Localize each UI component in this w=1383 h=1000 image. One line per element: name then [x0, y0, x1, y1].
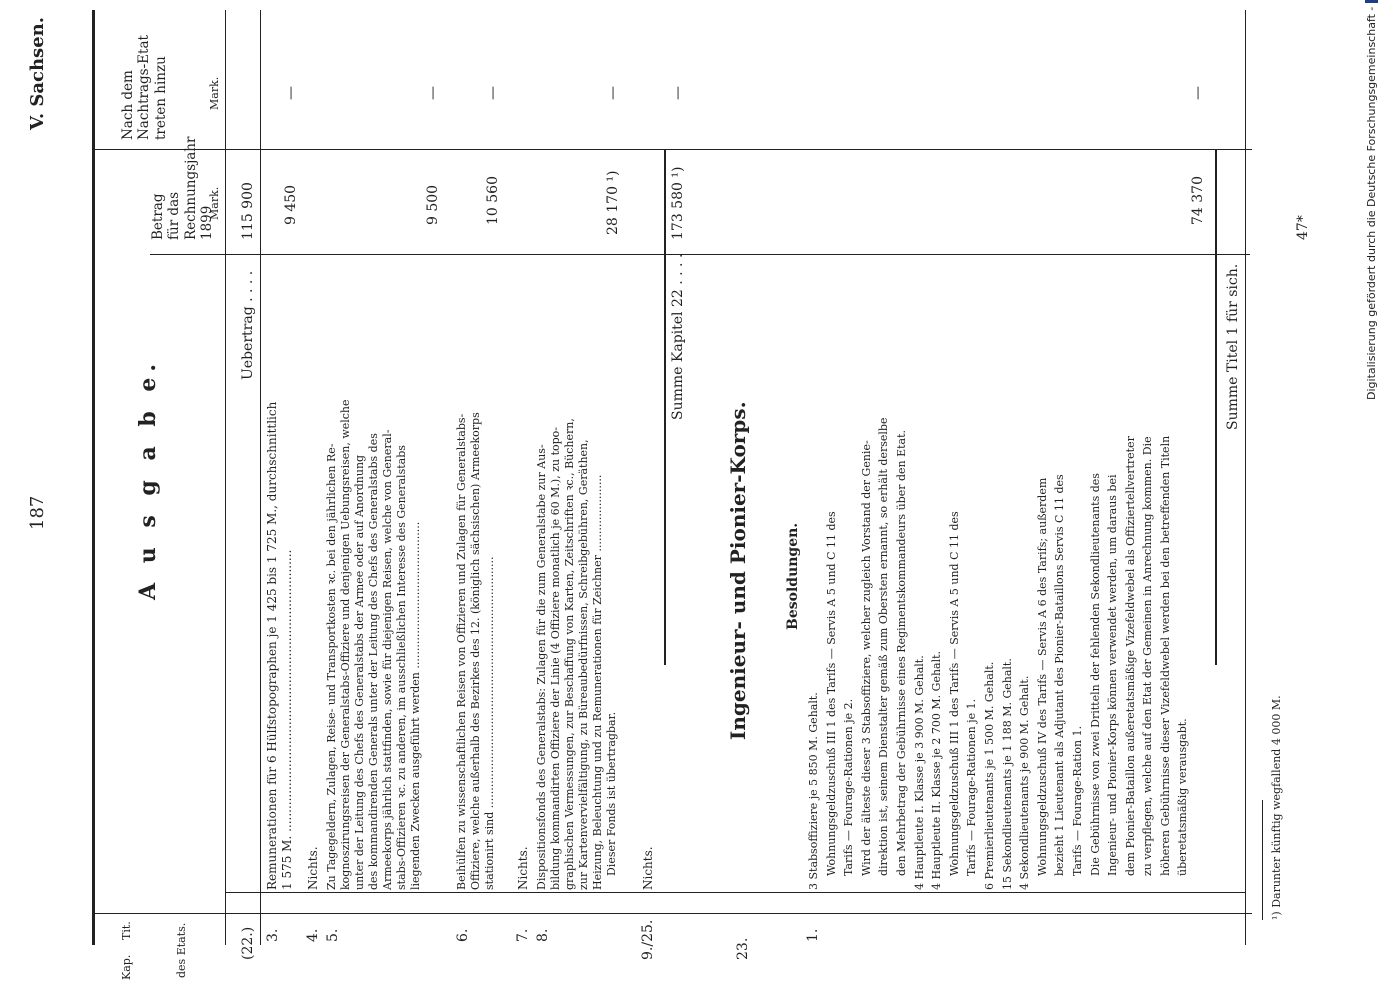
summe-kapitel-nachtrag: — [670, 86, 686, 100]
row-nachtrag: — [485, 86, 501, 100]
row-nachtrag: — [283, 86, 299, 100]
row-text: Dispositionsfonds des Generalstabs: Zulagen für die zum Generalstabe zur Aus- bildung kommandirten Offiziere der Linie (4 Offiziere monatlich je 60 M.), zu topo- graphischen Vermessungen, zur Beschaffung von Karten, Zeitschriften ꝛc., Büchern, zur Kartenvervielfältigung, zu Büreaubedürfnissen, Schreibgebühren, Geräthen, Heizung, Beleuchtung und zu Remunerationen für Zeichner ...................... Dieser Fonds ist übertragbar. [535, 418, 618, 890]
tit-23-1: 1. [805, 928, 821, 942]
row-tit: 3. [265, 928, 281, 942]
col-kap: Kap. [120, 954, 133, 980]
row-tit: 5. [325, 928, 341, 942]
col-betrag: Betrag für das Rechnungsjahr 1899 [150, 136, 216, 240]
row-text: Nichts. [641, 846, 655, 890]
row-betrag: 9 500 [425, 184, 441, 225]
row-nachtrag: — [425, 86, 441, 100]
footer-page-number: 47* [1295, 215, 1311, 240]
dfg-logo [1365, 0, 1378, 3]
col-nachtrag-unit: Mark. [208, 76, 221, 110]
row-tit: 6. [455, 928, 471, 942]
col-des-etats: des Etats. [175, 922, 188, 978]
kapitel-22: (22.) [240, 926, 256, 960]
row-text: Zu Tagegeldern, Zulagen, Reise- und Transportkosten ꝛc. bei den jährlichen Re- kognoszirungsreisen der Generalstabs-Offiziere und denjenigen Uebungsreisen, welche unter der Leitung des Chefs des Generalstabs der Armee oder auf Anordnung des kommandirenden Generals unter der Leitung des Chefs des Generalstabs des Armeekorps jährlich stattfinden, sowie für diejenigen Reisen, welche von General- stabs-Offizieren ꝛc. zu anderen, im ausschließlichen Interesse des Generalstabs liegenden Zwecken ausgeführt werden .......................................... [325, 399, 422, 890]
summe-titel: Summe Titel 1 für sich. [1225, 263, 1241, 430]
row-tit: 4. [305, 928, 321, 942]
uebertrag-label: Uebertrag . . . . [240, 270, 256, 380]
row-betrag: 9 450 [283, 184, 299, 225]
besoldungen-heading: Besoldungen. [785, 522, 801, 630]
row-betrag: 10 560 [485, 176, 501, 225]
summe-kapitel: Summe Kapitel 22 . . . . [670, 253, 686, 420]
row-tit: 9./25. [640, 919, 656, 960]
summe-kapitel-betrag: 173 580 ¹) [670, 166, 686, 240]
summe-titel-betrag: 74 370 [1190, 176, 1206, 225]
uebertrag-betrag: 115 900 [240, 182, 256, 240]
row-nachtrag: — [605, 86, 621, 100]
page-title: A u s g a b e. [135, 357, 161, 600]
header-right: V. Sachsen. [27, 16, 48, 130]
side-note-text: Digitalisierung gefördert durch die Deutsche Forschungsgemeinschaft - [1365, 6, 1378, 400]
kapitel-23-title: Ingenieur- und Pionier-Korps. [726, 401, 750, 740]
row-tit: 8. [535, 928, 551, 942]
page-number: 187 [27, 495, 48, 530]
col-nachtrag: Nach dem Nachtrags-Etat treten hinzu [120, 35, 169, 140]
dfg-side-note [1365, 0, 1378, 400]
besoldung-text: 3 Stabsoffiziere je 5 850 M. Gehalt. Wohnungsgeldzuschuß III 1 des Tarifs — Servis A 5 und C 11 des Tarifs — Fourage-Rationen je 2. Wird der älteste dieser 3 Stabsoffiziere, welcher zugleich Vorstand der Genie- direktion ist, seinem Dienstalter gemäß zum Obersten ernannt, so erhält derselbe den Mehrbetrag der Gebührnisse eines Regimentskommandeurs über den Etat. 4 Hauptleute I. Klasse je 3 900 M. Gehalt. 4 Hauptleute II. Klasse je 2 700 M. Gehalt. Wohnungsgeldzuschuß III 1 des Tarifs — Servis A 5 und C 11 des Tarifs — Fourage-Rationen je 1. 6 Premierlieutenants je 1 500 M. Gehalt. 15 Sekondlieutenants je 1 188 M. Gehalt. 4 Sekondlieutenants je 900 M. Gehalt. Wohnungsgeldzuschuß IV des Tarifs — Servis A 6 des Tarifs; außerdem bezieht 1 Lieutenant als Adjutant des Pionier-Bataillons Servis C 11 des Tarifs — Fourage-Ration 1. Die Gebührnisse von zwei Dritteln der fehlenden Sekondlieutenants des Ingenieur- und Pionier-Korps können verwendet werden, um daraus bei dem Pionier-Bataillon außeretatsmäßige Vizefeldwebel als Offiziertellvertreter zu verpflegen, welche auf den Etat der Gemeinen in Anrechnung kommen. Die höheren Gebührnisse dieser Vizefeldwebel werden bei den betreffenden Titeln überetatsmäßig verausgabt. [807, 417, 1190, 890]
row-text: Remunerationen für 6 Hülfstopographen je 1 425 bis 1 725 M., durchschnittlich 1 575 M. .......................................................................... [265, 401, 294, 890]
row-text: Beihülfen zu wissenschaftlichen Reisen von Offizieren und Zulagen für Generalstabs- Offiziere, welche außerhalb des Bezirkes des 12. (königlich sächsischen) Armeekorps stationirt sind ........................................................................ [455, 412, 496, 890]
col-tit: Tit. [120, 921, 133, 940]
kapitel-23: 23. [735, 937, 751, 960]
footnote: ¹) Darunter künftig wegfallend 4 000 M. [1270, 695, 1283, 920]
row-betrag: 28 170 ¹) [605, 170, 621, 235]
row-text: Nichts. [306, 846, 320, 890]
row-tit: 7. [515, 928, 531, 942]
summe-titel-nachtrag: — [1190, 86, 1206, 100]
row-text: Nichts. [516, 846, 530, 890]
col-betrag-unit: Mark. [208, 186, 221, 220]
